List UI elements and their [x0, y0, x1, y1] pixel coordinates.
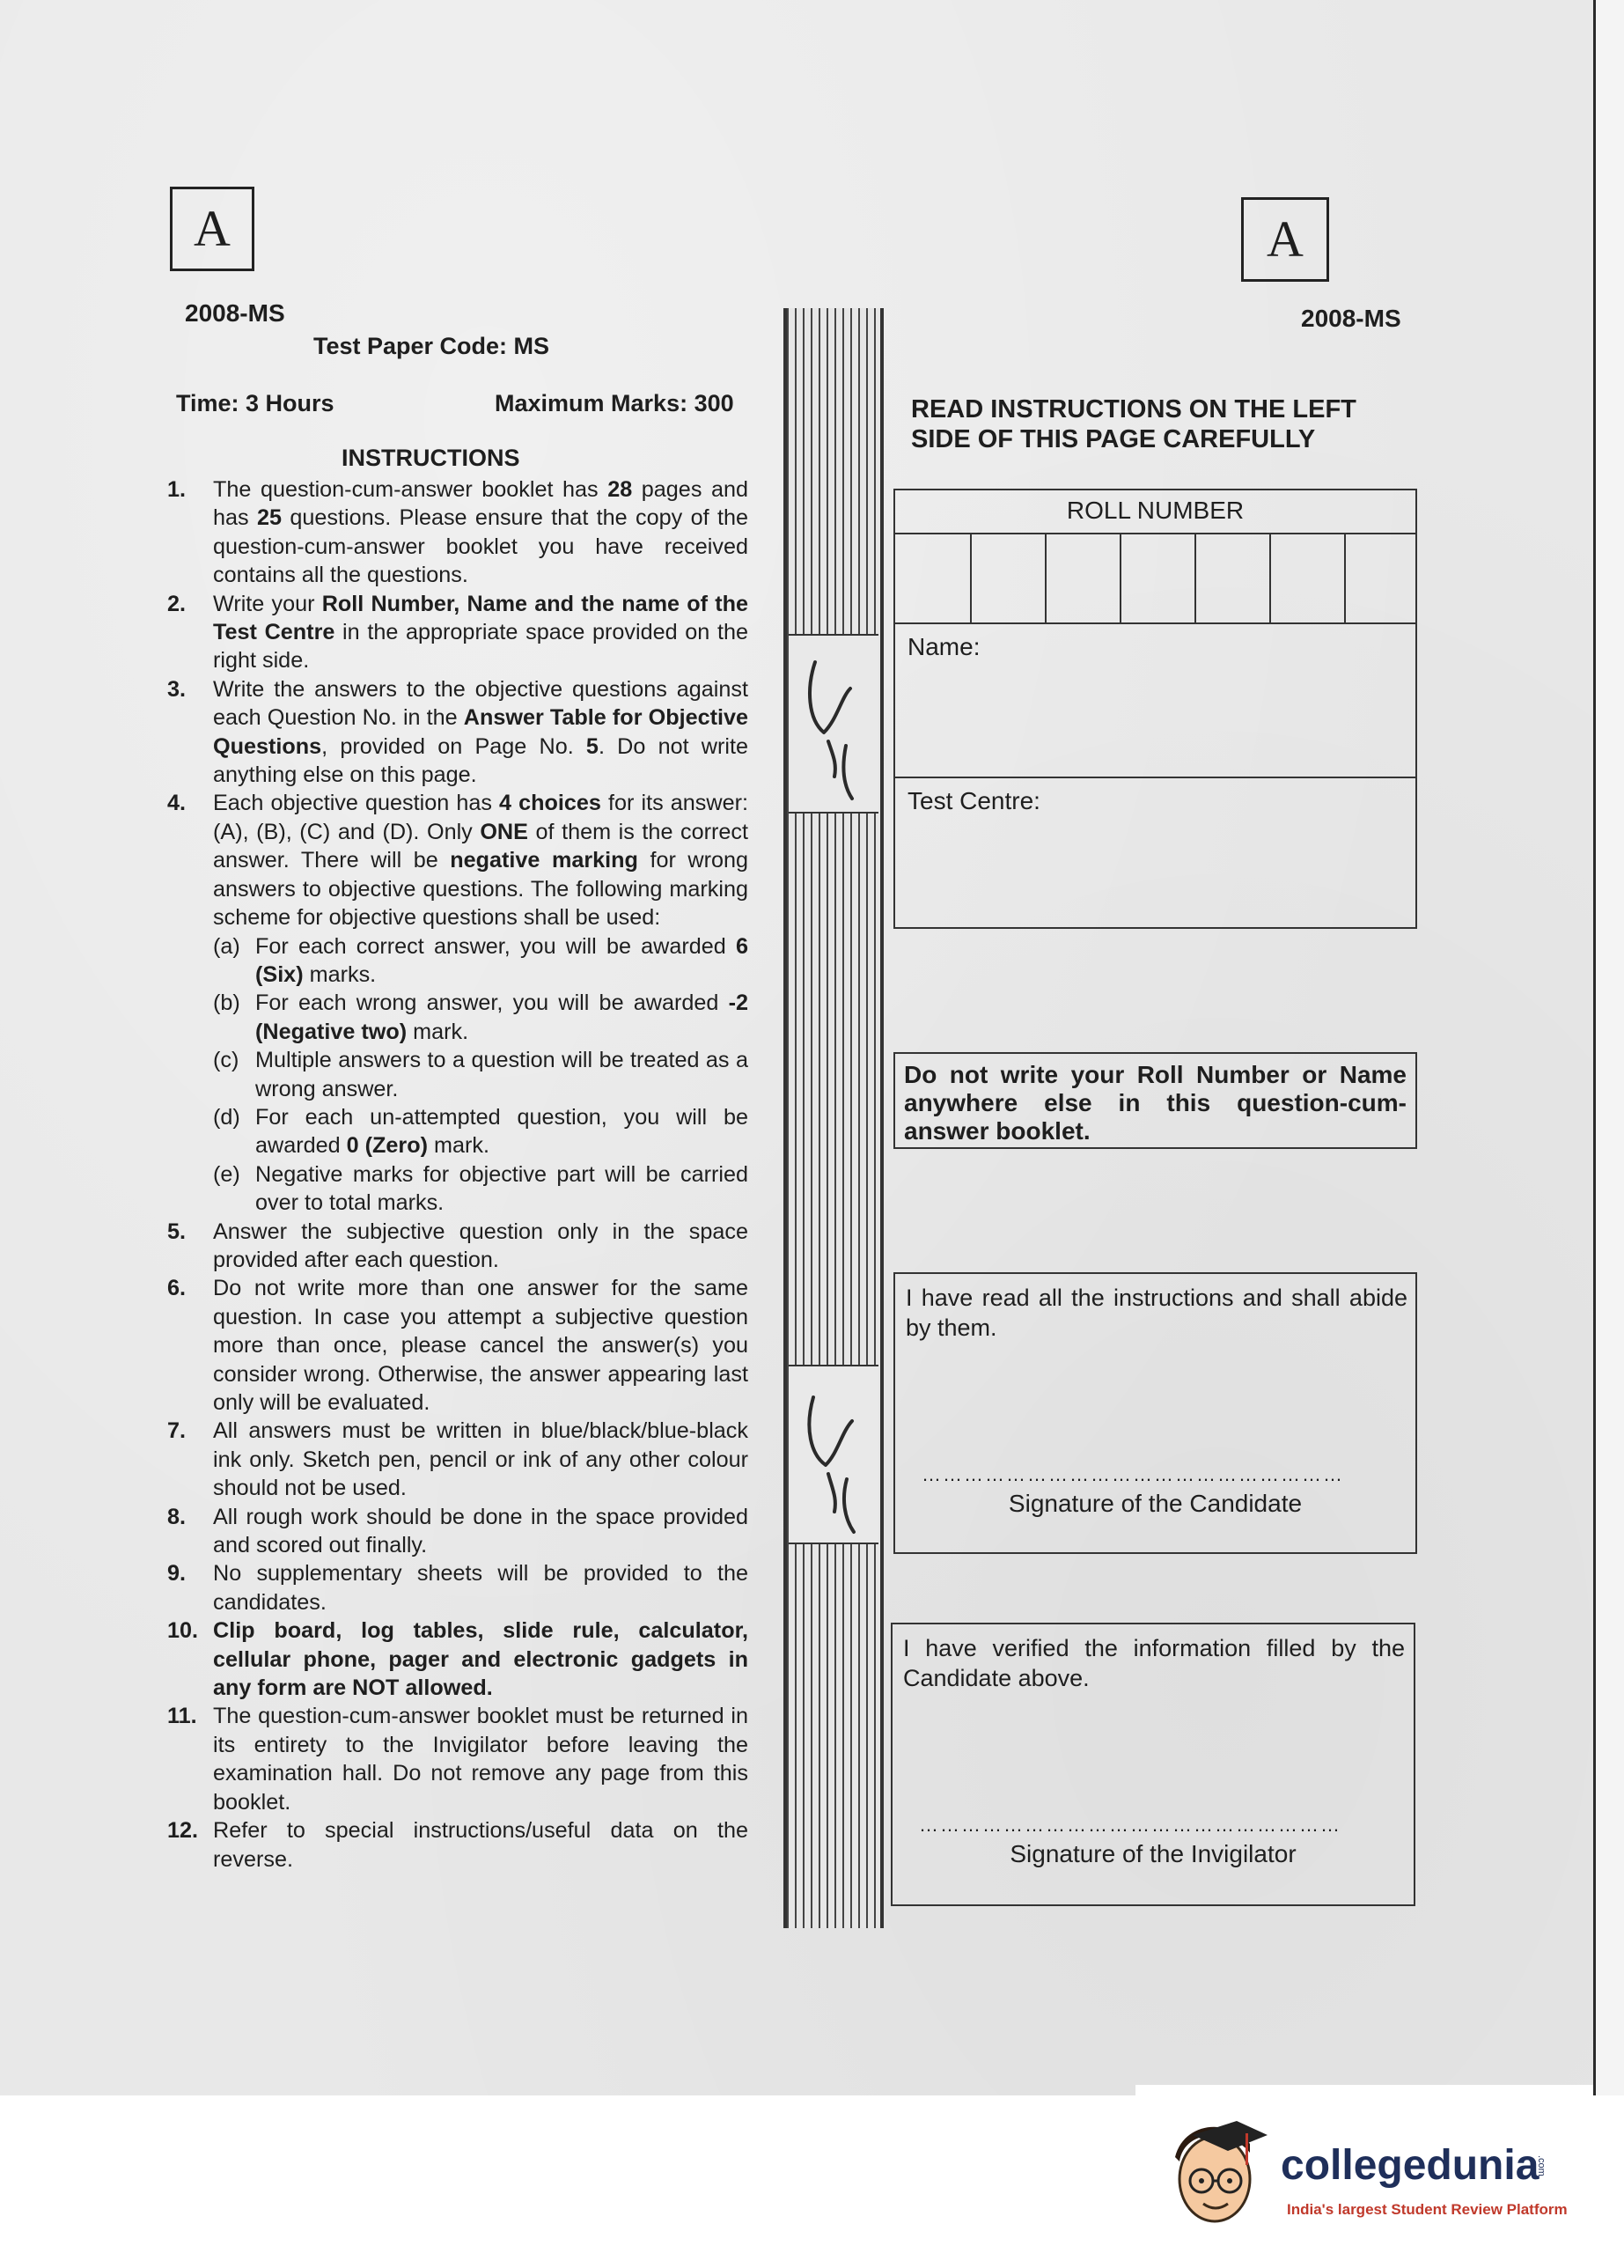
instruction-text: in the appropriate space provided on the right side. [213, 620, 748, 674]
roll-number-digit-cell[interactable] [1344, 534, 1346, 622]
instruction-text: For each wrong answer, you will be awarded [255, 990, 729, 1016]
initials-signature-mark [789, 1366, 878, 1543]
instruction-bold: negative marking [450, 848, 638, 873]
instruction-text: questions. Please ensure that the copy of the question-cum-answer booklet you have received contains all the questions. [213, 505, 748, 588]
roll-number-digit-cell[interactable] [1045, 534, 1047, 622]
instructions-title: INSTRUCTIONS [342, 445, 520, 471]
instruction-item [167, 1616, 748, 1702]
instruction-text: Refer to special instructions/useful data on the reverse. [213, 1818, 748, 1872]
instruction-item [167, 1559, 748, 1616]
instruction-text: For each correct answer, you will be awarded [255, 933, 736, 959]
instruction-text: of them is the correct answer. There will be [213, 819, 748, 873]
instruction-text: Answer the subjective question only in the space provided after each question. [213, 1219, 748, 1272]
mascot-icon [1166, 2109, 1272, 2241]
instruction-text: The question-cum-answer booklet has [213, 477, 608, 502]
subitem-label: (e) [213, 1161, 240, 1187]
instruction-text: The question-cum-answer booklet must be returned in its entirety to the Invigilator before leaving the examination hall. Do not remove any page from this booklet. [213, 1704, 748, 1815]
candidate-signature-label: Signature of the Candidate [1008, 1490, 1303, 1517]
invigilator-declaration-box[interactable] [891, 1623, 1415, 1906]
max-marks: Maximum Marks: 300 [495, 390, 734, 416]
instruction-bold: 4 choices [499, 791, 601, 816]
name-field[interactable] [895, 624, 1415, 778]
instruction-item [167, 590, 748, 675]
candidate-declaration-box[interactable] [893, 1272, 1417, 1554]
roll-number-input-row[interactable] [895, 534, 1415, 624]
binding-strip [783, 308, 884, 1928]
instruction-number: 9. [167, 1561, 187, 1587]
instruction-subitem [213, 1046, 748, 1103]
instruction-text: Write the answers to the objective questions against each Question No. in the [213, 676, 748, 731]
invigilator-signature-line: …………………………………………………… [919, 1814, 1341, 1836]
subitem-label: (b) [213, 990, 240, 1016]
instruction-bold: 5 [585, 733, 599, 759]
instruction-item [167, 675, 748, 790]
instruction-item [167, 475, 748, 590]
instruction-text: Clip board, log tables, slide rule, calculator, cellular phone, pager and electronic gadgets in any form are NOT allowed. [213, 1618, 748, 1701]
instruction-number: 1. [167, 477, 187, 502]
instruction-subitem [213, 1160, 748, 1218]
instruction-item [167, 1816, 748, 1874]
brand-suffix: .com [1536, 2155, 1547, 2176]
instruction-text: All rough work should be done in the space provided and scored out finally. [213, 1504, 748, 1558]
instruction-number: 7. [167, 1418, 187, 1444]
instruction-bold: 28 [607, 477, 633, 502]
stamp-slot-upper [789, 634, 878, 814]
paper-year-right: 2008-MS [1301, 305, 1401, 332]
instruction-subitem [213, 989, 748, 1046]
instruction-text: for its answer: (A), (B), (C) and (D). Only [213, 791, 748, 844]
instruction-text: Write your [213, 591, 322, 616]
instruction-bold: Answer Table for Objective Questions [213, 705, 748, 759]
instruction-text: For each un-attempted question, you will be awarded [255, 1104, 748, 1159]
candidate-declaration-text: I have read all the instructions and shall abide by them. [906, 1285, 1407, 1341]
initials-signature-mark [789, 636, 878, 812]
instruction-text: Do not write more than one answer for the same question. In case you attempt a subjective question more than once, please cancel the answer(s) you consider wrong. Otherwise, the answer appearing last only will be evaluated. [213, 1276, 748, 1415]
instruction-bold: 6 (Six) [255, 933, 748, 987]
instruction-item [167, 1417, 748, 1502]
instruction-bold: Roll Number, Name and the name of the Test Centre [213, 591, 748, 645]
instructions-list [167, 475, 748, 1874]
paper-code: Test Paper Code: MS [313, 333, 550, 359]
brand-tagline: India's largest Student Review Platform [1287, 2201, 1568, 2218]
instruction-text: , provided on Page No. [321, 733, 586, 759]
candidate-signature-line: …………………………………………………… [922, 1463, 1344, 1485]
test-centre-label: Test Centre: [908, 787, 1040, 814]
set-letter-box-right: A [1241, 197, 1329, 282]
subitem-label: (a) [213, 933, 240, 959]
exam-time: Time: 3 Hours [176, 390, 334, 416]
instruction-subitem [213, 932, 748, 990]
instruction-item [167, 1702, 748, 1816]
name-label: Name: [908, 633, 981, 660]
test-centre-field[interactable] [895, 778, 1415, 928]
instruction-number: 12. [167, 1818, 199, 1844]
brand-name: collegedunia [1281, 2142, 1539, 2189]
roll-number-label: ROLL NUMBER [895, 490, 1415, 534]
instruction-number: 8. [167, 1504, 187, 1529]
subitem-label: (d) [213, 1104, 240, 1130]
warning-text: Do not write your Roll Number or Name anywhere else in this question-cum-answer booklet. [904, 1061, 1407, 1145]
read-instructions-line2: SIDE OF THIS PAGE CAREFULLY [911, 425, 1316, 453]
instruction-text: Negative marks for objective part will be carried over to total marks. [255, 1161, 748, 1216]
read-instructions-line1: READ INSTRUCTIONS ON THE LEFT [911, 395, 1356, 423]
instruction-bold: 25 [256, 505, 283, 531]
invigilator-signature-label: Signature of the Invigilator [1010, 1840, 1297, 1867]
warning-box [893, 1052, 1417, 1149]
subitem-label: (c) [213, 1048, 239, 1073]
instruction-bold: -2 (Negative two) [255, 990, 748, 1044]
instruction-text: No supplementary sheets will be provided to the candidates. [213, 1561, 748, 1615]
instruction-bold: ONE [480, 819, 528, 844]
page-edge [1593, 0, 1624, 2095]
set-letter-box-left: A [170, 187, 254, 271]
instruction-text: mark. [428, 1133, 489, 1159]
instruction-text: Each objective question has [213, 791, 500, 816]
instruction-item [167, 1274, 748, 1417]
instruction-text: All answers must be written in blue/black/blue-black ink only. Sketch pen, pencil or ink of any other colour should not be used. [213, 1418, 748, 1501]
instruction-item [167, 789, 748, 1217]
instruction-text: . Do not write anything else on this page. [213, 733, 748, 788]
instruction-bold: 0 (Zero) [346, 1133, 428, 1159]
instruction-number: 3. [167, 676, 187, 702]
instruction-text: for wrong answers to objective questions. The following marking scheme for objective questions shall be used: [213, 848, 748, 931]
instruction-number: 10. [167, 1618, 199, 1644]
roll-number-digit-cell[interactable] [970, 534, 972, 622]
roll-number-digit-cell[interactable] [1194, 534, 1196, 622]
instruction-number: 4. [167, 791, 187, 816]
instruction-number: 11. [167, 1704, 197, 1729]
roll-number-digit-cell[interactable] [1120, 534, 1121, 622]
instruction-text: Multiple answers to a question will be treated as a wrong answer. [255, 1048, 748, 1101]
instruction-text: pages and has [213, 477, 748, 531]
instruction-item [167, 1218, 748, 1275]
instruction-number: 6. [167, 1276, 187, 1301]
instruction-text: marks. [303, 961, 377, 987]
roll-number-digit-cell[interactable] [1269, 534, 1271, 622]
instruction-text: mark. [407, 1019, 469, 1044]
paper-year-left: 2008-MS [185, 299, 285, 327]
stamp-slot-lower [789, 1365, 878, 1544]
instruction-item [167, 1503, 748, 1560]
instruction-number: 5. [167, 1219, 187, 1244]
scan-edge-strip [1135, 2085, 1593, 2111]
instruction-subitem [213, 1103, 748, 1160]
instruction-number: 2. [167, 591, 187, 616]
candidate-details-box [893, 489, 1417, 929]
invigilator-declaration-text: I have verified the information filled by the Candidate above. [903, 1635, 1405, 1691]
